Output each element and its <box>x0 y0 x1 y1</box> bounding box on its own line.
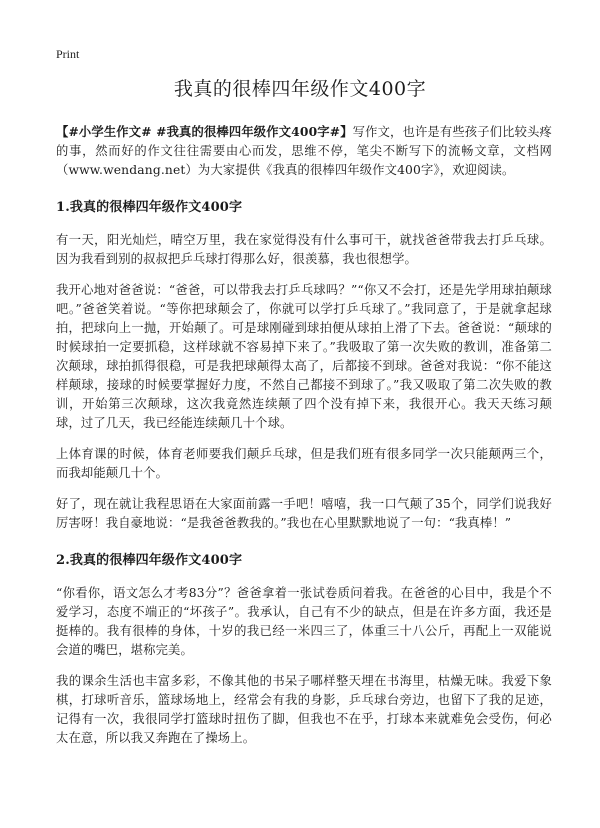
section-1-paragraph: 我开心地对爸爸说：“爸爸，可以带我去打乒乓球吗？”“你又不会打，还是先学用球拍颠球吧。”爸爸笑着说。“等你把球颠会了，你就可以学打乒乓球了。”我同意了，于是就拿起球拍，把球向上一抛，开始颠了。可是球刚碰到球拍便从球拍上滑了下去。爸爸说：“颠球的时候球拍一定要抓稳，这样球就不容易掉下来了。”我吸取了第一次失败的教训，准备第二次颠球，球拍抓得很稳，可是我把球颠得太高了，后都接不到球。爸爸对我说：“你不能这样颠球，接球的时候要掌握好力度，不然自己都接不到球了。”我又吸取了第二次失败的教训，开始第三次颠球，这次我竟然连续颠了四个没有掉下来，我很开心。我天天练习颠球，过了几天，我已经能连续颠几十个球。 <box>56 283 552 430</box>
section-1-heading: 1.我真的很棒四年级作文400字 <box>56 200 243 215</box>
intro-tag: 【#小学生作文# #我真的很棒四年级作文400字#】 <box>56 124 353 139</box>
section-2-heading: 2.我真的很棒四年级作文400字 <box>56 553 243 568</box>
intro-paragraph <box>56 122 552 180</box>
section-1-paragraph: 有一天，阳光灿烂，晴空万里，我在家觉得没有什么事可干，就找爸爸带我去打乒乓球。因为我看到别的叔叔把乒乓球打得那么好，很羡慕，我也很想学。 <box>56 233 552 266</box>
section-1-paragraph: 上体育课的时候，体育老师要我们颠乒乓球，但是我们班有很多同学一次只能颠两三个，而我却能颠几十个。 <box>56 447 552 480</box>
section-2-paragraph: “你看你，语文怎么才考83分”？爸爸拿着一张试卷质问着我。在爸爸的心目中，我是个不爱学习，态度不端正的“坏孩子”。我承认，自己有不少的缺点，但是在许多方面，我还是挺棒的。我有很棒的身体，十岁的我已经一米四三了，体重三十八公斤，再配上一双能说会道的嘴巴，堪称完美。 <box>56 586 552 657</box>
section-2-paragraph: 我的课余生活也丰富多彩，不像其他的书呆子哪样整天埋在书海里，枯燥无味。我爱下象棋，打球听音乐，篮球场地上，经常会有我的身影，乒乓球台旁边，也留下了我的足迹，记得有一次，我很同学打篮球时扭伤了脚，但我也不在乎，打球本来就难免会受伤，何必太在意，所以我又奔跑在了操场上。 <box>56 674 552 745</box>
article-body <box>56 122 552 760</box>
section-1-paragraph: 好了，现在就让我程思语在大家面前露一手吧！嘻嘻，我一口气颠了35个，同学们说我好厉害呀！我自豪地说：“是我爸爸教我的。”我也在心里默默地说了一句：“我真棒！” <box>56 497 552 530</box>
article-title: 我真的很棒四年级作文400字 <box>173 78 427 100</box>
print-link[interactable]: Print <box>56 47 80 61</box>
intro-text: 写作文，也许是有些孩子们比较头疼的事，然而好的作文往往需要由心而发，思维不停，笔尖不断写下的流畅文章，文档网（www.wendang.net）为大家提供《我真的很棒四年级作文400字》，欢迎阅读。 <box>56 125 552 177</box>
